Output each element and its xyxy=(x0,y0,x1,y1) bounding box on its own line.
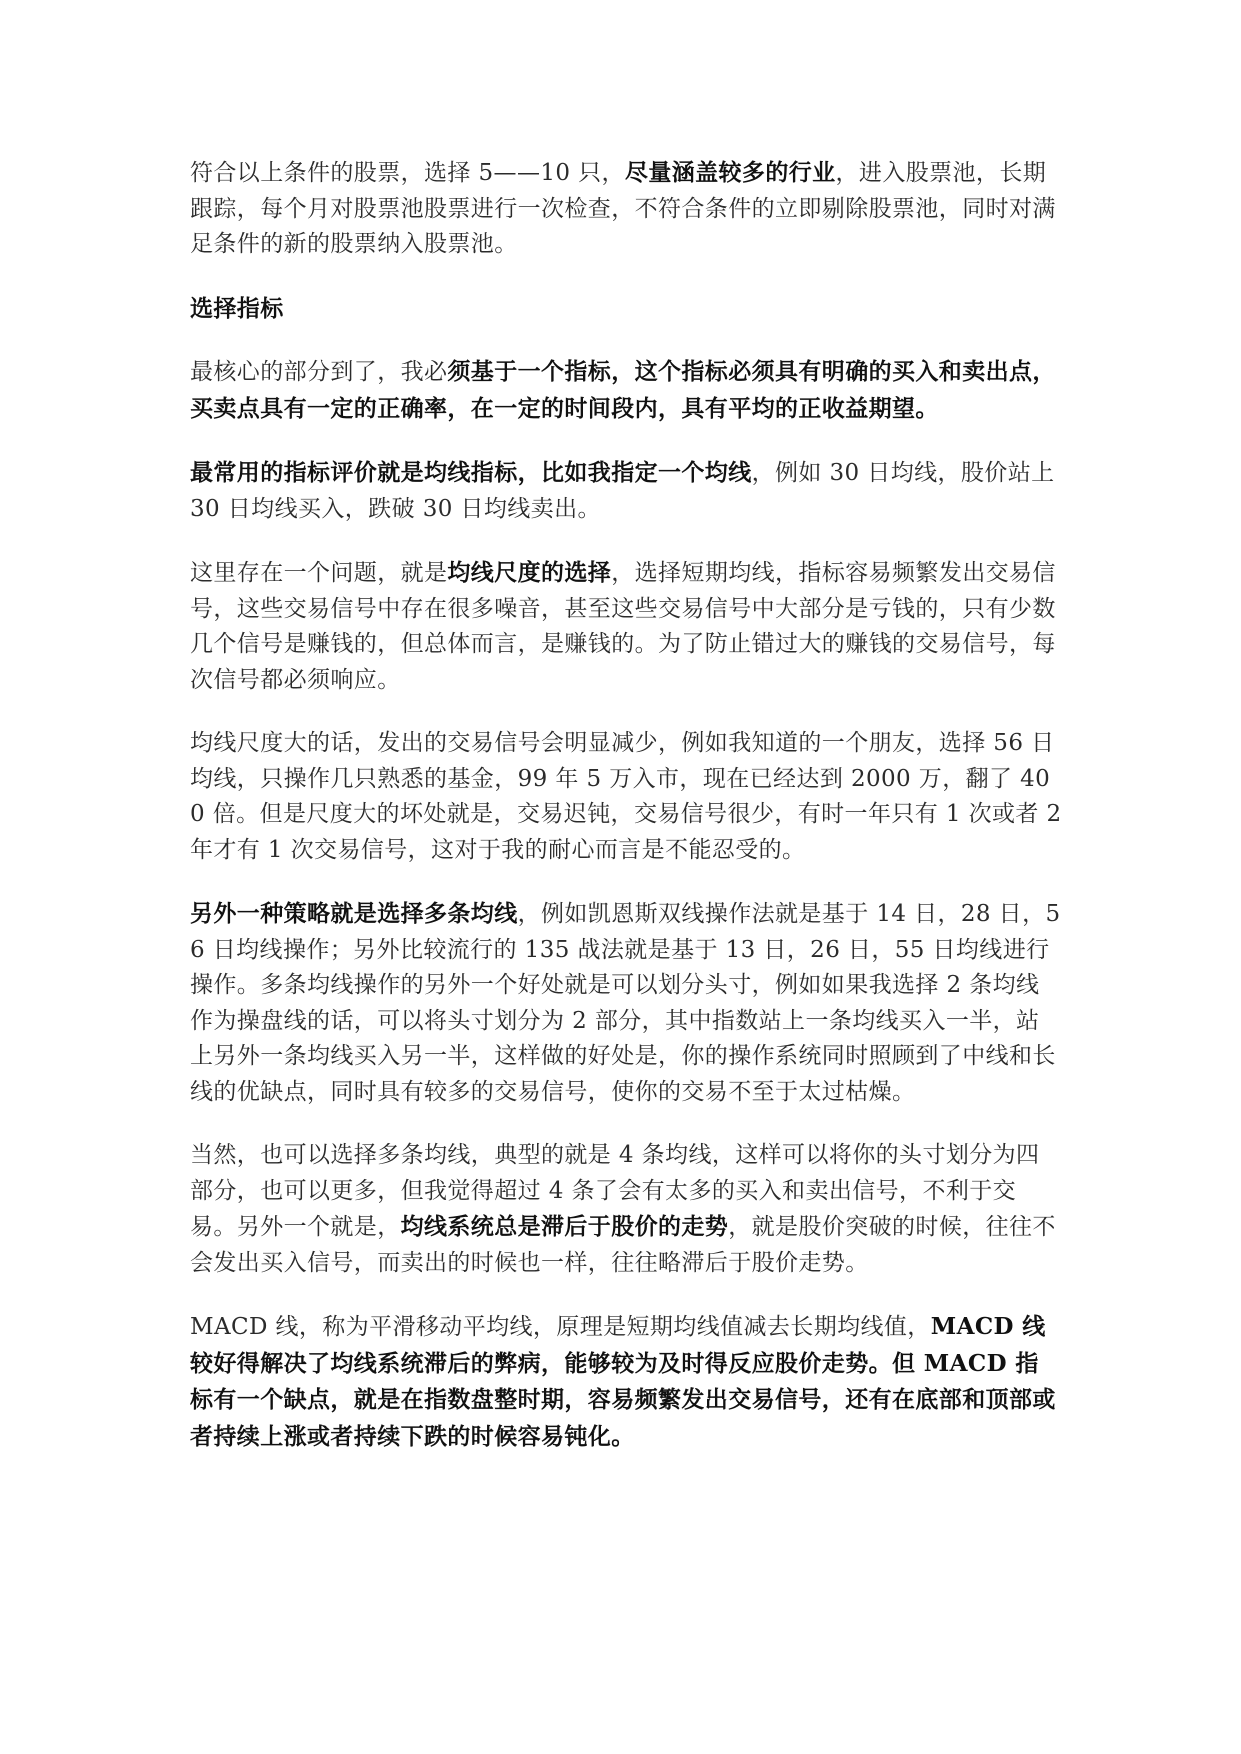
paragraph-four-lines xyxy=(190,1138,1062,1281)
paragraph-macd xyxy=(190,1309,1062,1455)
paragraph-large-scale xyxy=(190,726,1062,868)
text-run-bold: MACD 线较好得解决了均线系统滞后的弊病，能够较为及时得反应股价走势。但 MACD 指标有一个缺点，就是在指数盘整时期，容易频繁发出交易信号，还有在底部和顶部或者持续上涨或者持续下跌的时候容易钝化。 xyxy=(190,1313,1056,1450)
text-run: ，例如 30 日均线，股价站上 30 日均线买入，跌破 30 日均线卖出。 xyxy=(190,460,1055,522)
text-run: 最核心的部分到了，我必 xyxy=(190,359,448,385)
text-run: MACD 线，称为平滑移动平均线，原理是短期均线值减去长期均线值， xyxy=(190,1314,931,1340)
text-run: ，选择短期均线，指标容易频繁发出交易信号，这些交易信号中存在很多噪音，甚至这些交易信号中大部分是亏钱的，只有少数几个信号是赚钱的，但总体而言，是赚钱的。为了防止错过大的赚钱的交易信号，每次信号都必须响应。 xyxy=(190,560,1056,693)
section-heading xyxy=(190,291,1062,327)
paragraph-core-indicator xyxy=(190,354,1062,427)
text-run: 当然，也可以选择多条均线，典型的就是 4 条均线，这样可以将你的头寸划分为四部分，也可以更多，但我觉得超过 4 条了会有太多的买入和卖出信号，不利于交易。另外一个就是， xyxy=(190,1142,1040,1240)
text-run-bold: 须基于一个指标，这个指标必须具有明确的买入和卖出点，买卖点具有一定的正确率，在一定的时间段内，具有平均的正收益期望。 xyxy=(190,358,1056,422)
text-run-bold: 尽量涵盖较多的行业 xyxy=(624,159,836,186)
text-run: 均线尺度大的话，发出的交易信号会明显减少，例如我知道的一个朋友，选择 56 日均线，只操作几只熟悉的基金，99 年 5 万入市，现在已经达到 2000 万，翻了 400 倍。但是尺度大的坏处就是，交易迟钝，交易信号很少，有时一年只有 1 次或者 2 年才有 1 次交易信号，这对于我的耐心而言是不能忍受的。 xyxy=(190,730,1062,863)
paragraph-multiple-lines xyxy=(190,896,1062,1110)
text-run: 符合以上条件的股票，选择 5——10 只， xyxy=(190,160,625,186)
text-run-bold: 最常用的指标评价就是均线指标，比如我指定一个均线 xyxy=(190,459,752,486)
heading-text: 选择指标 xyxy=(190,294,284,322)
text-run: ，例如凯恩斯双线操作法就是基于 14 日，28 日，56 日均线操作；另外比较流行的 135 战法就是基于 13 日，26 日，55 日均线进行操作。多条均线操作的另外一个好处就是可以划分头寸，例如如果我选择 2 条均线作为操盘线的话，可以将头寸划分为 2 部分，其中指数站上一条均线买入一半，站上另外一条均线买入另一半，这样做的好处是，你的操作系统同时照顾到了中线和长线的优缺点，同时具有较多的交易信号，使你的交易不至于太过枯燥。 xyxy=(190,901,1061,1105)
text-run: ，进入股票池，长期跟踪，每个月对股票池股票进行一次检查，不符合条件的立即剔除股票池，同时对满足条件的新的股票纳入股票池。 xyxy=(190,160,1056,257)
paragraph-moving-average xyxy=(190,455,1062,527)
document-page xyxy=(190,155,1062,1483)
paragraph-scale-choice xyxy=(190,555,1062,698)
text-run-bold: 均线系统总是滞后于股价的走势 xyxy=(400,1213,729,1240)
paragraph-stock-pool xyxy=(190,155,1062,263)
text-run: ，就是股价突破的时候，往往不会发出买入信号，而卖出的时候也一样，往往略滞后于股价走势。 xyxy=(190,1214,1056,1276)
text-run-bold: 另外一种策略就是选择多条均线 xyxy=(190,900,518,927)
text-run-bold: 均线尺度的选择 xyxy=(447,559,612,586)
text-run: 这里存在一个问题，就是 xyxy=(190,560,448,586)
